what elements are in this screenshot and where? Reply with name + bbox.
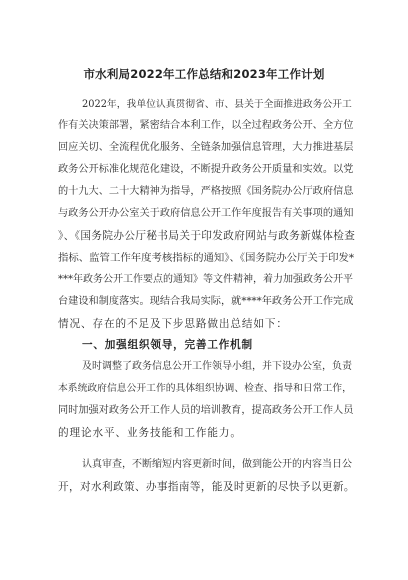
paragraph-line: 情况、存在的不足及下步思路做出总结如下： <box>58 318 288 330</box>
paragraph-line: 的理论水平、业务技能和工作能力。 <box>58 427 242 439</box>
paragraph-line: 的十九大、二十大精神为指导，严格按照《国务院办公厅政府信息 <box>58 186 354 197</box>
paragraph-line: 政务公开标准化规范化建设，不断提升政务公开质量和实效。以党 <box>58 164 354 175</box>
paragraph-line: 同时加强对政务公开工作人员的培训教育，提高政务公开工作人员 <box>58 405 354 416</box>
paragraph-line: 回应关切、全流程优化服务、全链条加强信息管理，大力推进基层 <box>58 142 354 153</box>
paragraph-line: 本系统政府信息公开工作的具体组织协调、检查、指导和日常工作， <box>58 383 352 394</box>
paragraph-line: ***年政务公开工作要点的通知》等文件精神，着力加强政务公开平 <box>58 274 353 285</box>
paragraph-line: 作有关决策部署，紧密结合本利工作，以全过程政务公开、全方位 <box>58 120 354 131</box>
section-heading: 一、加强组织领导，完善工作机制 <box>82 339 253 351</box>
paragraph-line: 认真审查，不断缩短内容更新时间，做到能公开的内容当日公 <box>82 459 352 470</box>
paragraph-line: 2022年，我单位认真贯彻省、市、县关于全面推进政务公开工 <box>82 99 352 110</box>
paragraph-line: 与政务公开办公室关于政府信息公开工作年度报告有关事项的通知 <box>58 208 354 219</box>
paragraph-line: 及时调整了政务信息公开工作领导小组，并下设办公室，负责 <box>82 361 352 372</box>
paragraph-line: 指标、监管工作年度考核指标的通知》、《国务院办公厅关于印发* <box>58 252 355 264</box>
paragraph-line: 开，对水利政策、办事指南等，能及时更新的尽快予以更新。 <box>58 481 355 493</box>
paragraph-line: 台建设和制度落实。现结合我局实际，就****年政务公开工作完成 <box>58 296 354 307</box>
paragraph-line: 》、《国务院办公厅秘书局关于印发政府网站与政务新媒体检查 <box>58 230 356 242</box>
document-title: 市水利局2022年工作总结和2023年工作计划 <box>83 67 325 81</box>
